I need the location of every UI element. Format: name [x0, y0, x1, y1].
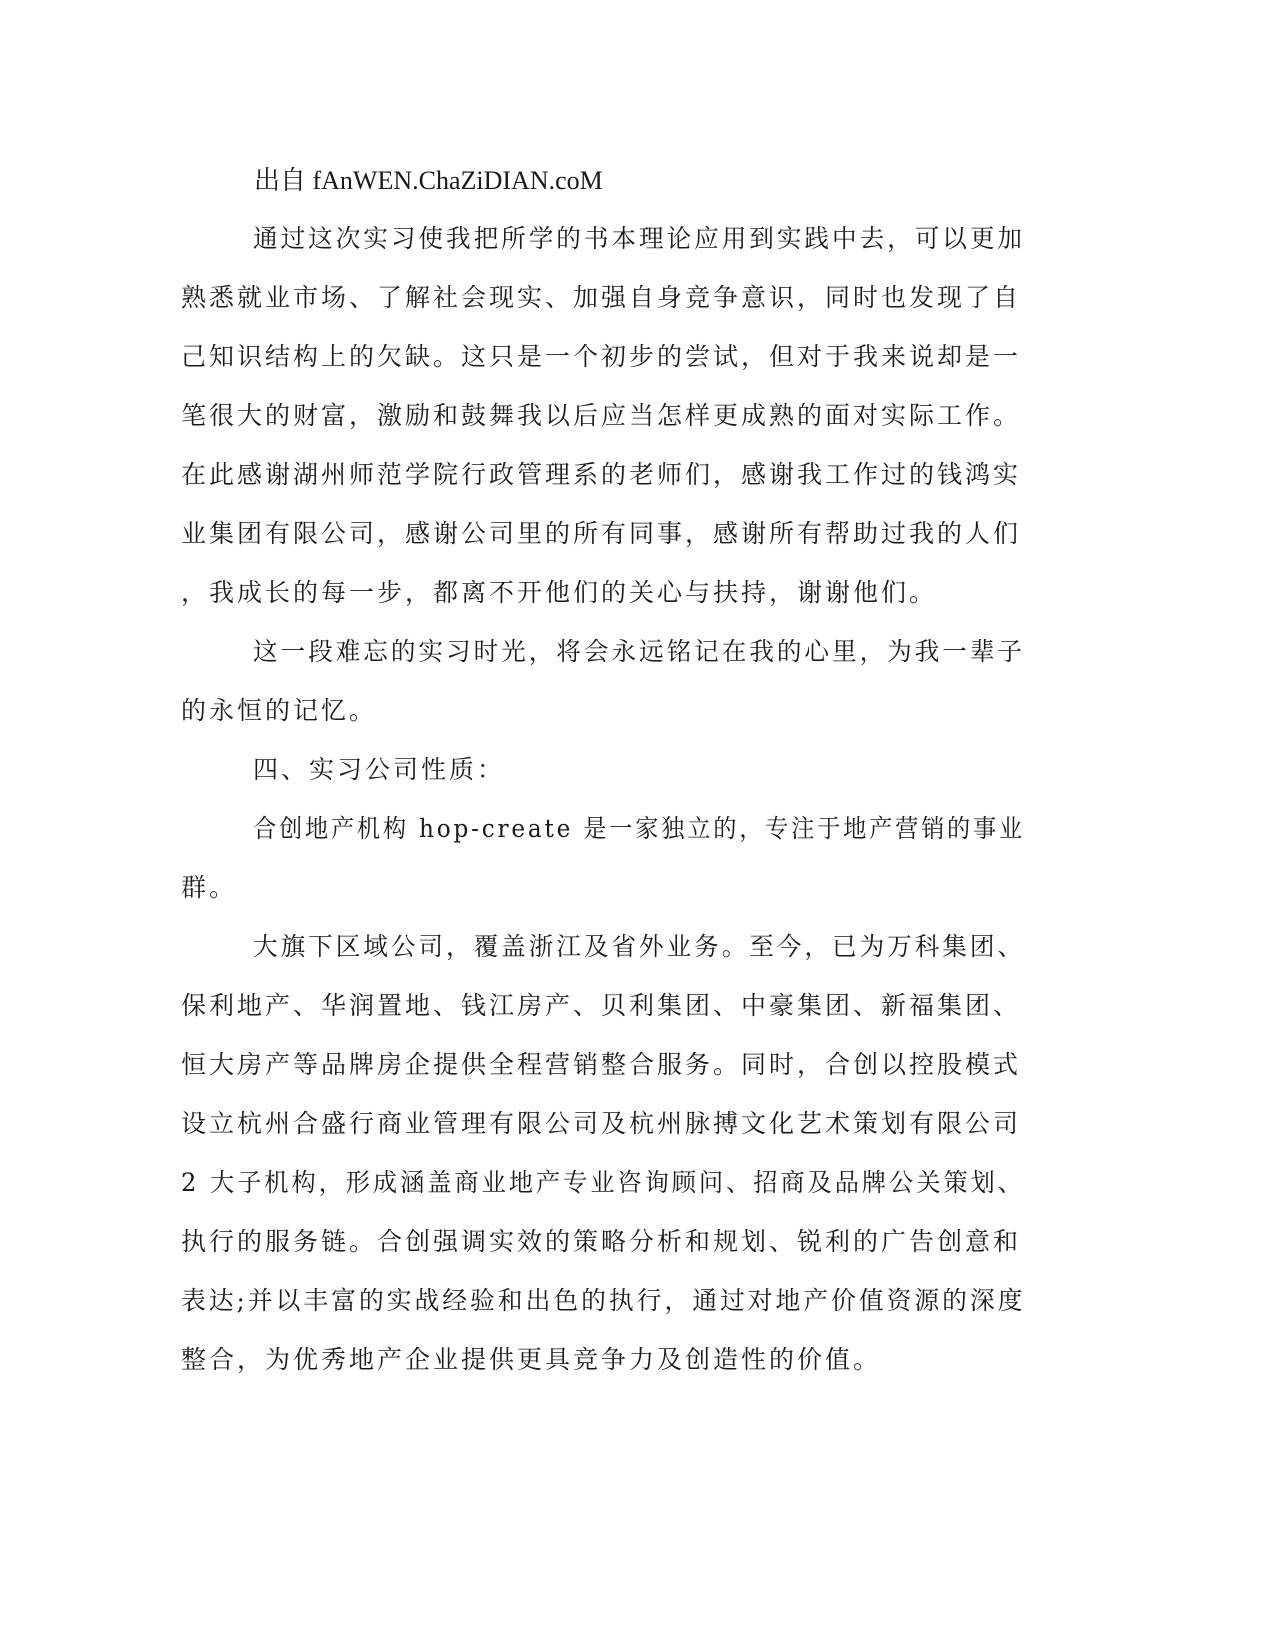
section-heading: 四、实习公司性质： [253, 755, 506, 784]
paragraph-line: 群。 [181, 873, 238, 902]
paragraph-line: 合创地产机构 hop-create 是一家独立的，专注于地产营销的事业 [253, 814, 1026, 843]
paragraph-line: 熟悉就业市场、了解社会现实、加强自身竞争意识，同时也发现了自 [181, 283, 1022, 312]
paragraph-line: 笔很大的财富，激励和鼓舞我以后应当怎样更成熟的面对实际工作。 [181, 401, 1022, 430]
paragraph-line: 己知识结构上的欠缺。这只是一个初步的尝试，但对于我来说却是一 [181, 342, 1022, 371]
paragraph-line: 的永恒的记忆。 [181, 696, 378, 725]
paragraph-line: 整合，为优秀地产企业提供更具竞争力及创造性的价值。 [181, 1345, 882, 1374]
paragraph-line: 这一段难忘的实习时光，将会永远铭记在我的心里，为我一辈子 [253, 637, 1026, 666]
paragraph-line: ，我成长的每一步，都离不开他们的关心与扶持，谢谢他们。 [181, 578, 938, 607]
paragraph-line: 通过这次实习使我把所学的书本理论应用到实践中去，可以更加 [253, 224, 1026, 253]
paragraph-line: 执行的服务链。合创强调实效的策略分析和规划、锐利的广告创意和 [181, 1227, 1022, 1256]
paragraph-line: 表达;并以丰富的实战经验和出色的执行，通过对地产价值资源的深度 [181, 1286, 1026, 1315]
paragraph-line: 大旗下区域公司，覆盖浙江及省外业务。至今，已为万科集团、 [253, 932, 1026, 961]
paragraph-line: 设立杭州合盛行商业管理有限公司及杭州脉搏文化艺术策划有限公司 [181, 1109, 1022, 1138]
paragraph-line: 业集团有限公司，感谢公司里的所有同事，感谢所有帮助过我的人们 [181, 519, 1022, 548]
source-line: 出自 fAnWEN.ChaZiDIAN.coM [254, 166, 603, 195]
paragraph-line: 在此感谢湖州师范学院行政管理系的老师们，感谢我工作过的钱鸿实 [181, 460, 1022, 489]
paragraph-line: 保利地产、华润置地、钱江房产、贝利集团、中豪集团、新福集团、 [181, 991, 1022, 1020]
paragraph-line: 2 大子机构，形成涵盖商业地产专业咨询顾问、招商及品牌公关策划、 [181, 1168, 1025, 1197]
paragraph-line: 恒大房产等品牌房企提供全程营销整合服务。同时，合创以控股模式 [181, 1050, 1022, 1079]
